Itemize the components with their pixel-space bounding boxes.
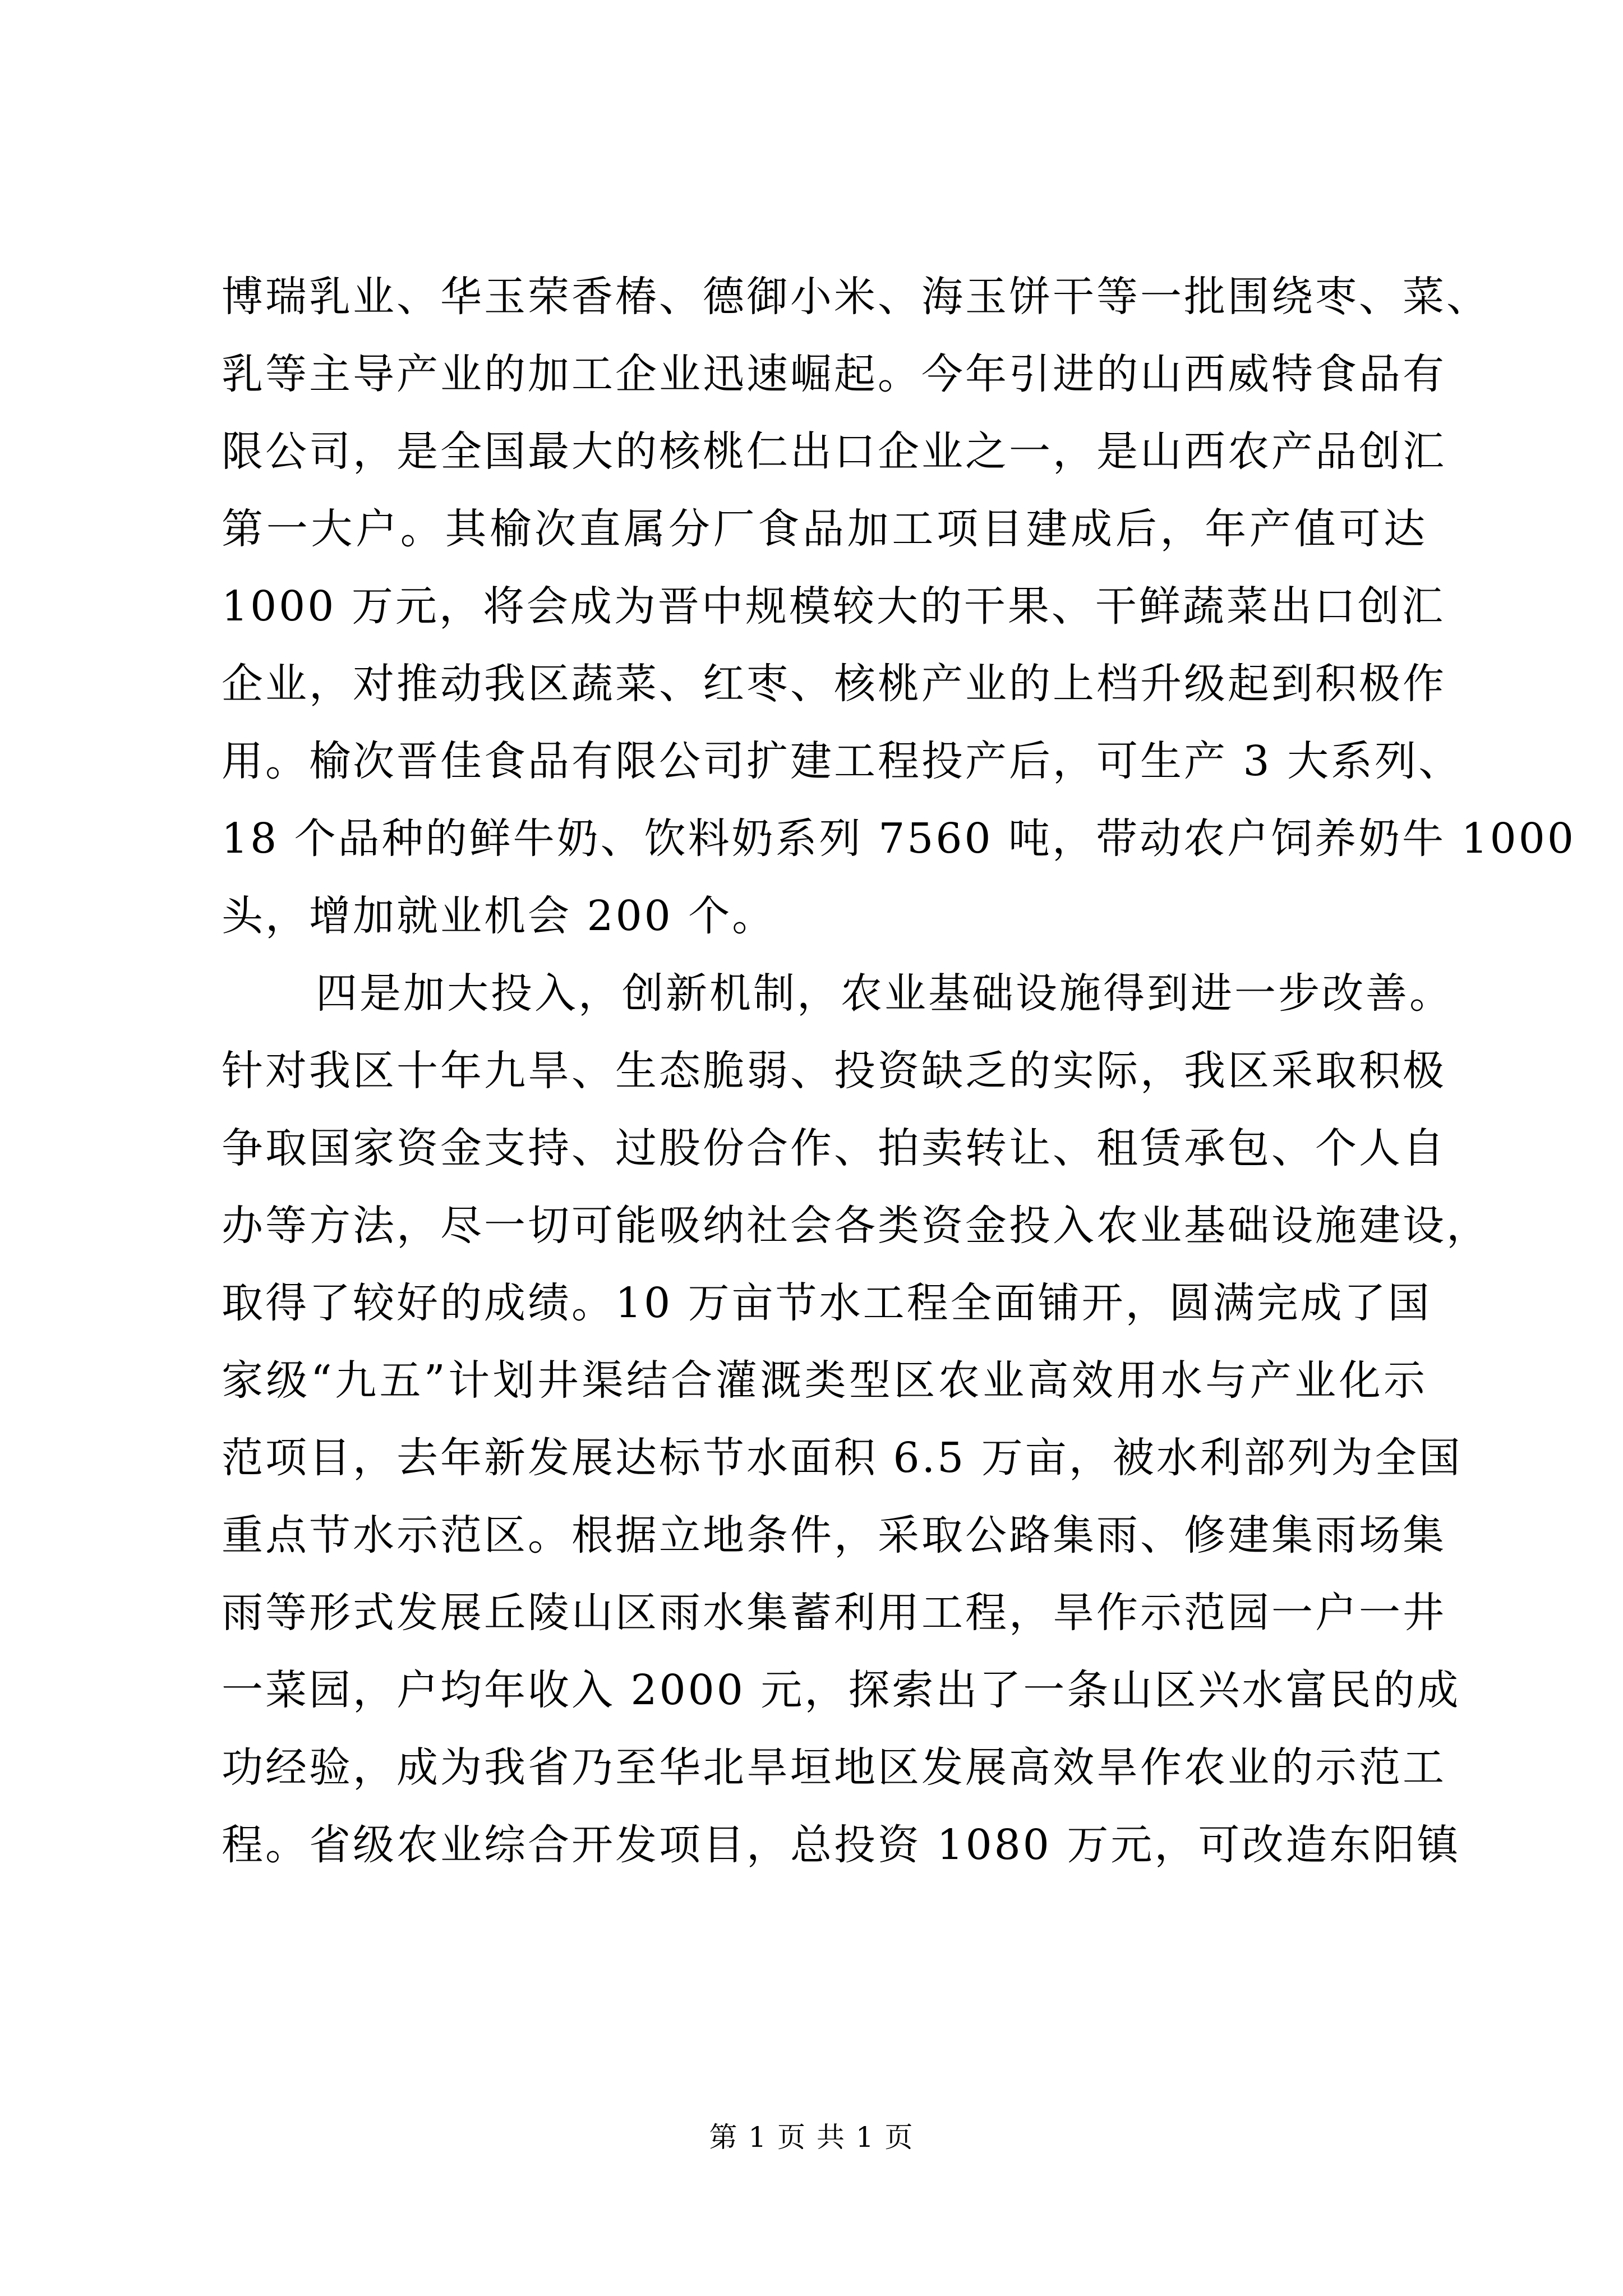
text-line: 18 个品种的鲜牛奶、饮料奶系列 7560 吨，带动农户饲养奶牛 1000 [222,815,1576,863]
text-line: 取得了较好的成绩。10 万亩节水工程全面铺开，圆满完成了国 [222,1279,1432,1327]
text-line: 家级“九五”计划井渠结合灌溉类型区农业高效用水与产业化示 [222,1356,1427,1405]
text-line: 重点节水示范区。根据立地条件，采取公路集雨、修建集雨场集 [222,1511,1446,1559]
text-line: 企业，对推动我区蔬菜、红枣、核桃产业的上档升级起到积极作 [222,660,1446,708]
text-line: 程。省级农业综合开发项目，总投资 1080 万元，可改造东阳镇 [222,1821,1461,1869]
paragraph-start-line: 四是加大投入，创新机制，农业基础设施得到进一步改善。 [316,969,1453,1018]
text-line: 功经验，成为我省乃至华北旱垣地区发展高效旱作农业的示范工 [222,1743,1446,1792]
document-body [222,258,1576,1884]
text-line: 用。榆次晋佳食品有限公司扩建工程投产后，可生产 3 大系列、 [222,737,1463,785]
page-number-footer: 第 1 页 共 1 页 [709,2121,914,2154]
text-line: 第一大户。其榆次直属分厂食品加工项目建成后，年产值可达 [222,505,1427,553]
text-line: 博瑞乳业、华玉荣香椿、德御小米、海玉饼干等一批围绕枣、菜、 [222,273,1490,321]
text-line: 针对我区十年九旱、生态脆弱、投资缺乏的实际，我区采取积极 [222,1047,1446,1095]
text-line: 范项目，去年新发展达标节水面积 6.5 万亩，被水利部列为全国 [222,1434,1463,1482]
text-line: 限公司，是全国最大的核桃仁出口企业之一，是山西农产品创汇 [222,427,1446,476]
text-line: 争取国家资金支持、过股份合作、拍卖转让、租赁承包、个人自 [222,1124,1446,1172]
text-line: 乳等主导产业的加工企业迅速崛起。今年引进的山西威特食品有 [222,350,1446,398]
text-line: 一菜园，户均年收入 2000 元，探索出了一条山区兴水富民的成 [222,1666,1461,1714]
text-line: 头，增加就业机会 200 个。 [222,892,776,940]
text-line: 雨等形式发展丘陵山区雨水集蓄利用工程，旱作示范园一户一井 [222,1589,1446,1637]
text-line: 1000 万元，将会成为晋中规模较大的干果、干鲜蔬菜出口创汇 [222,582,1445,631]
text-line: 办等方法，尽一切可能吸纳社会各类资金投入农业基础设施建设， [222,1202,1490,1250]
